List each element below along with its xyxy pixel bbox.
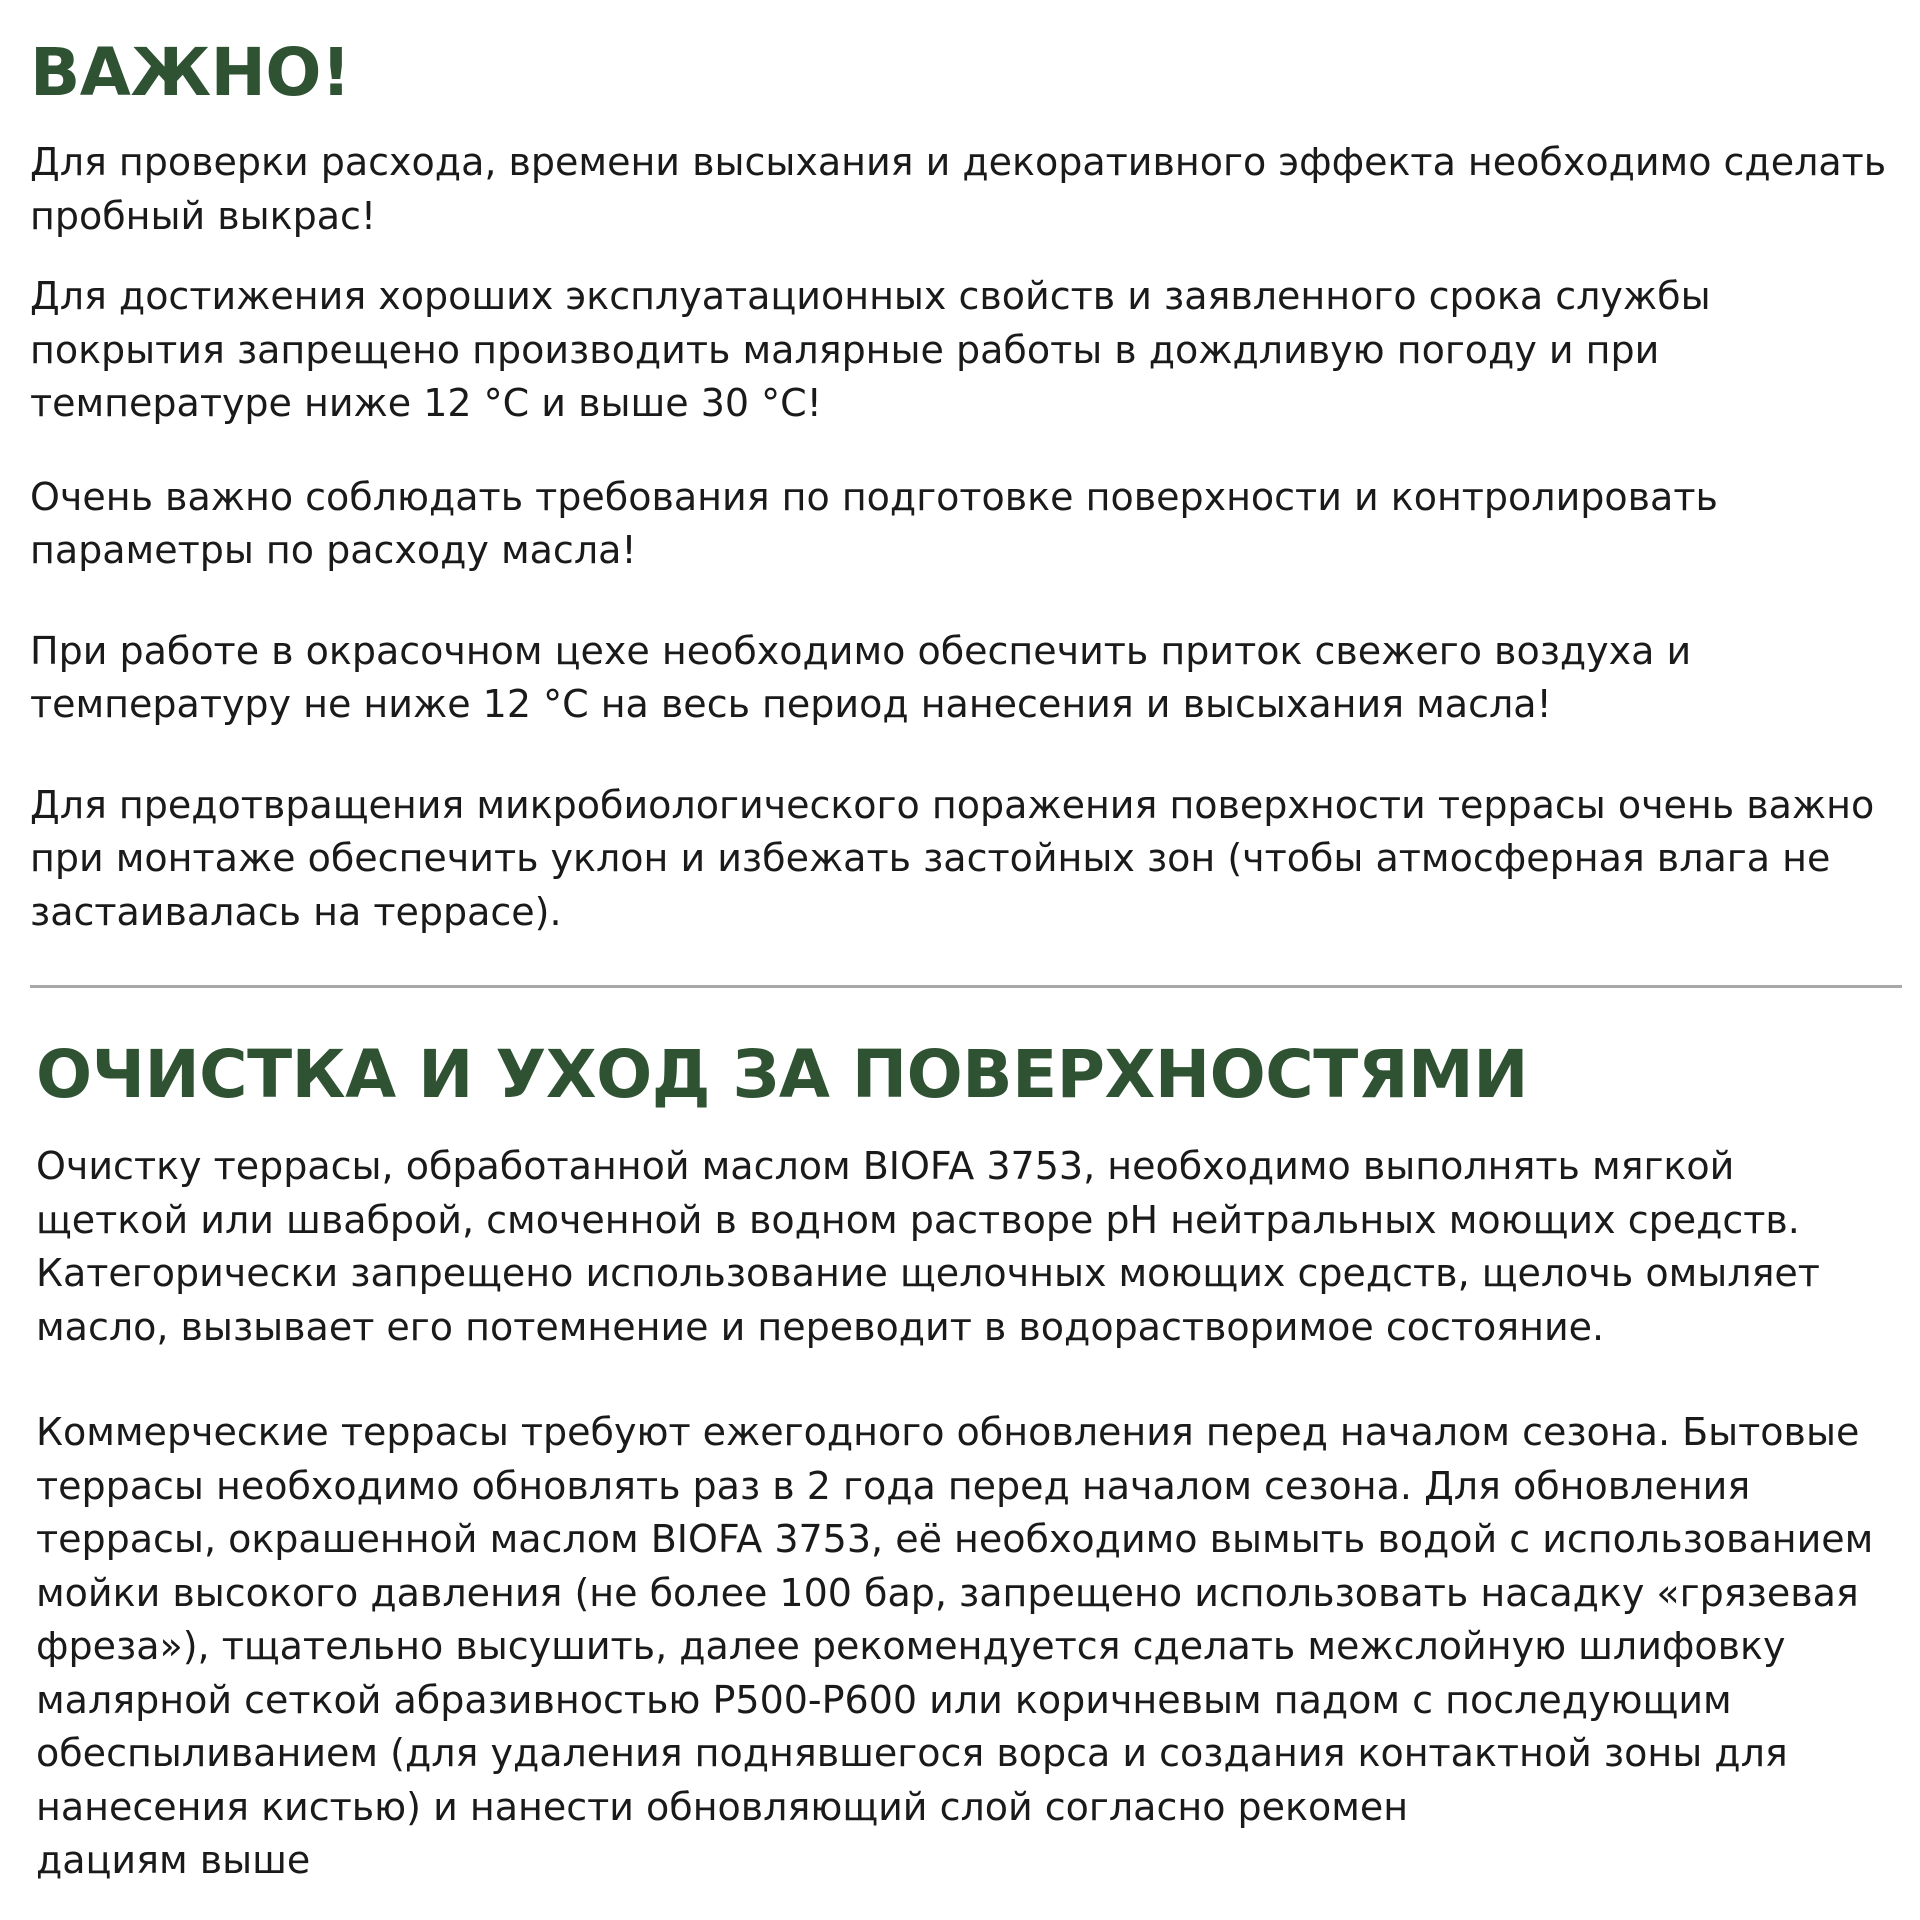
care-section — [36, 1030, 1900, 1888]
care-heading: ОЧИСТКА И УХОД ЗА ПОВЕРХНОСТЯМИ — [36, 1036, 1528, 1113]
paragraph-weather-conditions: Для достижения хороших эксплуатационных свойств и заявленного срока службы покрытия запрещено производить малярные работы в дождливую погоду и при температуре ниже 12 °С и выше 30 °С! — [30, 274, 1711, 425]
paragraph-workshop-ventilation: При работе в окрасочном цехе необходимо обеспечить приток свежего воздуха и температуру не ниже 12 °С на весь период нанесения и высыхания масла! — [30, 628, 1692, 726]
paragraph-renewal: Коммерческие террасы требуют ежегодного обновления перед началом сезона. Бытовые террасы необходимо обновлять раз в 2 года перед началом сезона. Для обновления террасы, окрашенной маслом BIOFA 3753, её необходимо вымыть водой с использованием мойки высокого давления (не более 100 бар, запрещено использовать насадку «грязевая фреза»), тщательно высушить, далее рекомендуется сделать межслойную шлифовку малярной сеткой абразивностью Р500-Р600 или коричневым падом с последующим обеспыливанием (для удаления поднявшегося ворса и создания контактной зоны для нанесения кистью) и нанести обновляющий слой согласно рекомен дациям выше — [36, 1410, 1874, 1882]
paragraph-cleaning: Очистку террасы, обработанной маслом BIOFA 3753, необходимо выполнять мягкой щеткой или шваброй, смоченной в водном растворе рН нейтральных моющих средств. Категорически запрещено использование щелочных моющих средств, щелочь омыляет масло, вызывает его потемнение и переводит в водорастворимое состояние. — [36, 1144, 1820, 1349]
paragraph-surface-preparation: Очень важно соблюдать требования по подготовке поверхности и контролировать параметры по расходу масла! — [30, 474, 1718, 572]
section-divider — [30, 985, 1902, 988]
important-heading: ВАЖНО! — [30, 34, 351, 111]
paragraph-test-painting: Для проверки расхода, времени высыхания и декоративного эффекта необходимо сделать пробный выкрас! — [30, 140, 1887, 238]
important-section — [30, 28, 1900, 939]
paragraph-slope-drainage: Для предотвращения микробиологического поражения поверхности террасы очень важно при монтаже обеспечить уклон и избежать застойных зон (чтобы атмосферная влага не застаивалась на террасе). — [30, 782, 1875, 934]
